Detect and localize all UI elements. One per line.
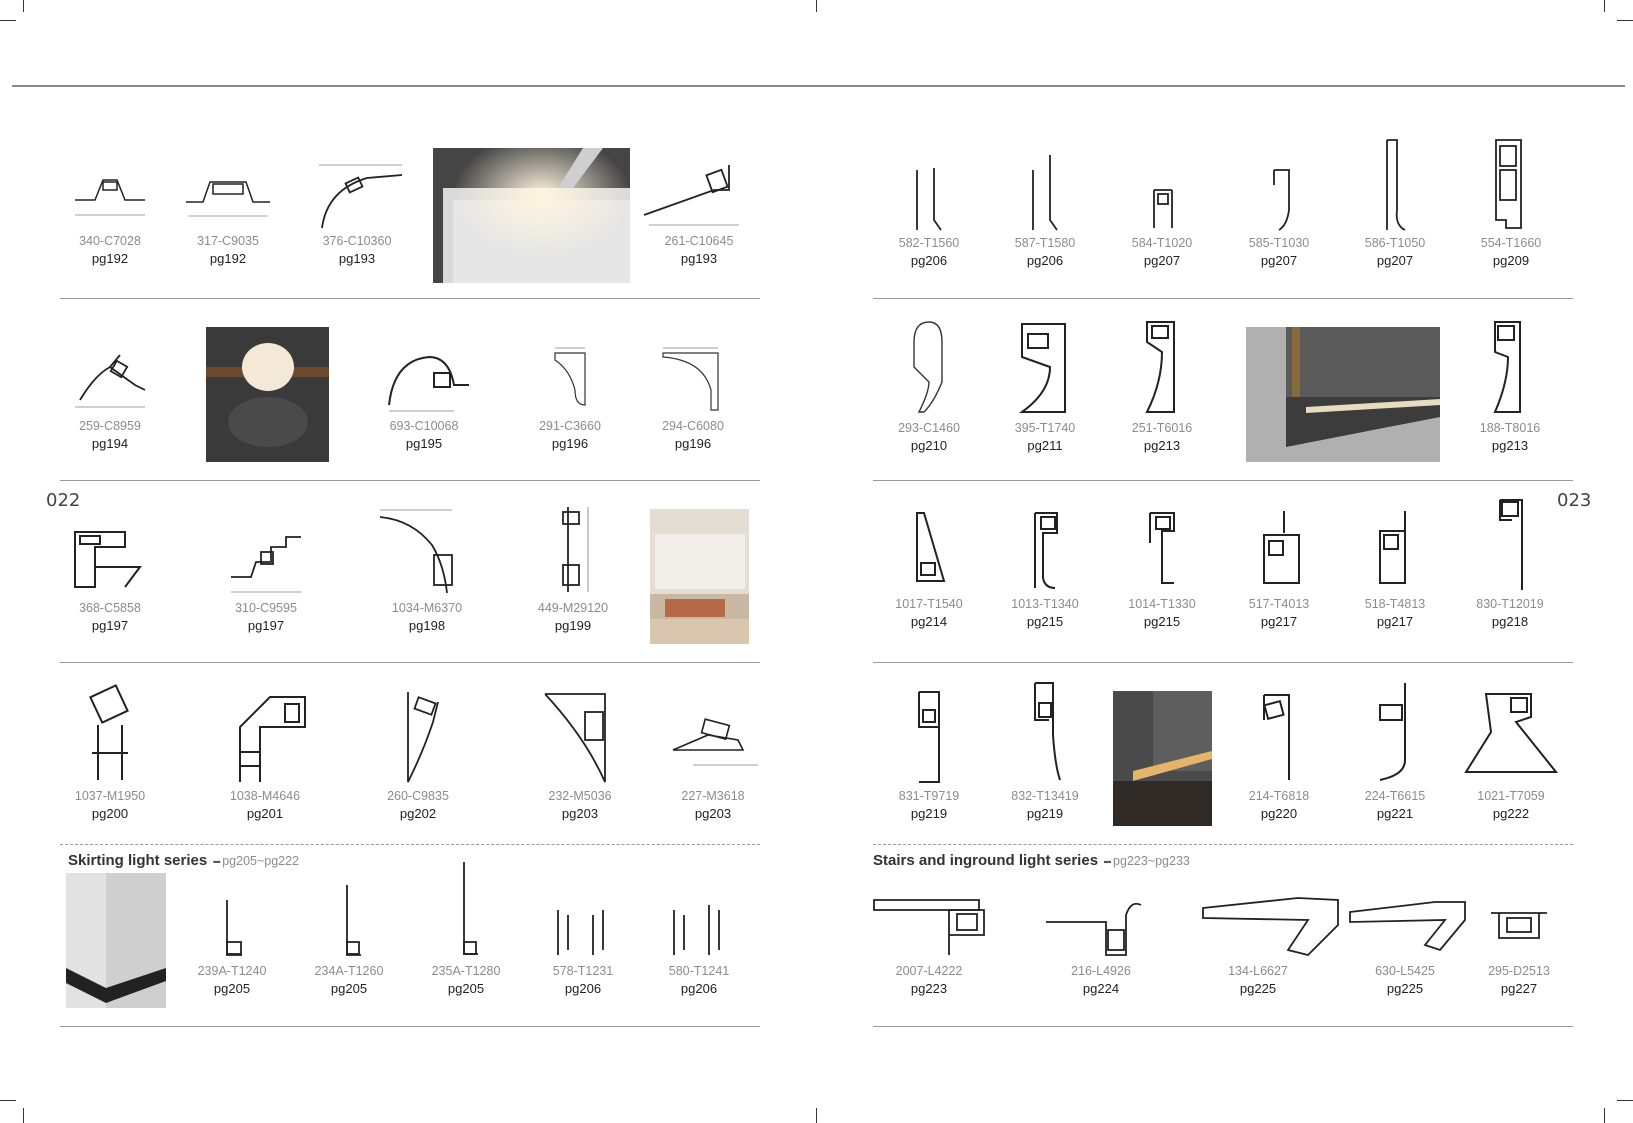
product-code: 830-T12019 xyxy=(1476,597,1544,611)
profile-drawing xyxy=(663,700,763,785)
product-item[interactable] xyxy=(633,345,753,451)
row-divider xyxy=(873,298,1573,299)
product-item[interactable] xyxy=(1219,160,1339,268)
product-item[interactable] xyxy=(520,682,640,821)
profile-drawing xyxy=(1015,150,1075,232)
product-page: pg211 xyxy=(1027,438,1063,453)
profile-drawing xyxy=(1010,312,1080,417)
profile-drawing xyxy=(530,682,630,785)
product-code: 1014-T1330 xyxy=(1128,597,1196,611)
profile-drawing xyxy=(369,345,479,415)
product-page: pg196 xyxy=(551,436,589,451)
product-code: 1037-M1950 xyxy=(74,789,146,803)
product-code: 224-T6615 xyxy=(1364,789,1426,803)
profile-drawing xyxy=(319,880,379,960)
living-room-photo xyxy=(650,509,749,644)
product-item[interactable] xyxy=(1459,888,1579,996)
crop-mark xyxy=(1604,0,1605,12)
product-page: pg197 xyxy=(91,618,129,633)
product-item[interactable] xyxy=(639,900,759,996)
product-page: pg199 xyxy=(554,618,592,633)
product-code: 1017-T1540 xyxy=(895,597,963,611)
product-page: pg206 xyxy=(680,981,718,996)
profile-drawing xyxy=(70,675,150,785)
profile-drawing xyxy=(1249,160,1309,232)
profile-drawing xyxy=(653,345,733,415)
product-item[interactable] xyxy=(1102,312,1222,453)
profile-drawing xyxy=(1244,503,1314,593)
product-page: pg207 xyxy=(1376,253,1414,268)
profile-drawing xyxy=(202,880,262,960)
product-page: pg205 xyxy=(330,981,368,996)
product-code: 832-T13419 xyxy=(1011,789,1079,803)
product-code: 693-C10068 xyxy=(389,419,459,433)
profile-drawing xyxy=(1456,682,1566,785)
product-page: pg206 xyxy=(1026,253,1064,268)
product-code: 1021-T7059 xyxy=(1477,789,1545,803)
product-code: 260-C9835 xyxy=(387,789,449,803)
profile-drawing xyxy=(659,900,739,960)
product-page: pg225 xyxy=(1239,981,1277,996)
product-page: pg217 xyxy=(1376,614,1414,629)
profile-drawing xyxy=(1360,675,1430,785)
profile-drawing xyxy=(543,497,603,597)
product-page: pg209 xyxy=(1492,253,1530,268)
product-item[interactable] xyxy=(1219,503,1339,629)
profile-drawing xyxy=(899,160,959,232)
product-code: 368-C5858 xyxy=(79,601,141,615)
crop-mark xyxy=(23,0,24,12)
row-divider xyxy=(60,298,760,299)
product-code: 234A-T1260 xyxy=(314,964,384,978)
product-code: 293-C1460 xyxy=(898,421,960,435)
crop-mark xyxy=(816,1108,817,1123)
product-page: pg198 xyxy=(408,618,446,633)
product-code: 584-T1020 xyxy=(1131,236,1193,250)
product-item[interactable] xyxy=(358,682,478,821)
product-page: pg224 xyxy=(1082,981,1120,996)
product-code: 518-T4813 xyxy=(1364,597,1426,611)
product-item[interactable] xyxy=(168,160,288,266)
product-page: pg201 xyxy=(246,806,284,821)
profile-drawing xyxy=(216,522,316,597)
profile-drawing xyxy=(1244,675,1314,785)
product-page: pg210 xyxy=(910,438,948,453)
series-title: Skirting light series xyxy=(68,852,208,869)
row-divider xyxy=(873,1026,1573,1027)
product-item[interactable] xyxy=(364,345,484,451)
profile-drawing xyxy=(1132,312,1192,417)
product-item[interactable] xyxy=(50,345,170,451)
row-divider xyxy=(60,662,760,663)
product-page: pg194 xyxy=(91,436,129,451)
product-page: pg205 xyxy=(447,981,485,996)
product-page: pg195 xyxy=(405,436,443,451)
page-number-left: 022 xyxy=(46,490,81,511)
profile-drawing xyxy=(1480,490,1540,593)
profile-drawing xyxy=(1132,503,1192,593)
product-page: pg218 xyxy=(1491,614,1529,629)
series-heading-skirting xyxy=(68,852,299,869)
series-range: ▬ pg223~pg233 xyxy=(1104,854,1190,868)
product-page: pg203 xyxy=(694,806,732,821)
product-code: 317-C9035 xyxy=(197,234,259,248)
product-code: 310-C9595 xyxy=(235,601,297,615)
product-item[interactable] xyxy=(1219,675,1339,821)
crop-mark xyxy=(1604,1108,1605,1123)
product-item[interactable] xyxy=(205,682,325,821)
product-page: pg203 xyxy=(561,806,599,821)
product-item[interactable] xyxy=(869,312,989,453)
product-item[interactable] xyxy=(653,700,773,821)
product-page: pg213 xyxy=(1143,438,1181,453)
product-page: pg219 xyxy=(1026,806,1064,821)
product-page: pg222 xyxy=(1492,806,1530,821)
row-divider xyxy=(873,480,1573,481)
profile-drawing xyxy=(65,522,155,597)
product-item[interactable] xyxy=(513,497,633,633)
product-code: 239A-T1240 xyxy=(197,964,267,978)
product-page: pg200 xyxy=(91,806,129,821)
product-page: pg220 xyxy=(1260,806,1298,821)
product-code: 554-T1660 xyxy=(1480,236,1542,250)
product-item[interactable] xyxy=(1102,180,1222,268)
product-code: 582-T1560 xyxy=(898,236,960,250)
product-page: pg221 xyxy=(1376,806,1414,821)
product-page: pg215 xyxy=(1143,614,1181,629)
product-page: pg213 xyxy=(1491,438,1529,453)
wall-dome-light-photo xyxy=(206,327,329,462)
product-code: 376-C10360 xyxy=(322,234,392,248)
profile-drawing xyxy=(1365,130,1425,232)
product-item[interactable] xyxy=(869,503,989,629)
crop-mark xyxy=(0,20,16,21)
product-code: 1038-M4646 xyxy=(229,789,301,803)
product-code: 340-C7028 xyxy=(79,234,141,248)
product-code: 1034-M6370 xyxy=(391,601,463,615)
product-code: 261-C10645 xyxy=(664,234,734,248)
profile-drawing xyxy=(1198,880,1348,960)
product-item[interactable] xyxy=(1335,503,1455,629)
product-code: 134-L6627 xyxy=(1228,964,1288,978)
profile-drawing xyxy=(1041,880,1161,960)
product-item[interactable] xyxy=(367,505,487,633)
product-code: 214-T6818 xyxy=(1248,789,1310,803)
product-page: pg197 xyxy=(247,618,285,633)
product-item[interactable] xyxy=(985,503,1105,629)
series-heading-stairs xyxy=(873,852,1190,869)
series-title: Stairs and inground light series xyxy=(873,852,1099,869)
product-item[interactable] xyxy=(297,160,417,266)
product-page: pg207 xyxy=(1260,253,1298,268)
profile-drawing xyxy=(1360,503,1430,593)
product-item[interactable] xyxy=(1198,880,1318,996)
corner-cove-lighting-photo xyxy=(433,148,630,283)
product-item[interactable] xyxy=(172,880,292,996)
crop-mark xyxy=(1617,1100,1633,1101)
product-code: 295-D2513 xyxy=(1488,964,1550,978)
profile-drawing xyxy=(1132,180,1192,232)
profile-drawing xyxy=(530,345,610,415)
product-page: pg192 xyxy=(209,251,247,266)
product-code: 578-T1231 xyxy=(552,964,614,978)
profile-drawing xyxy=(1476,130,1546,232)
product-page: pg223 xyxy=(910,981,948,996)
product-code: 517-T4013 xyxy=(1248,597,1310,611)
product-page: pg206 xyxy=(564,981,602,996)
product-page: pg225 xyxy=(1386,981,1424,996)
product-item[interactable] xyxy=(639,160,759,266)
product-code: 395-T1740 xyxy=(1014,421,1076,435)
product-page: pg219 xyxy=(910,806,948,821)
product-item[interactable] xyxy=(406,858,526,996)
product-code: 259-C8959 xyxy=(79,419,141,433)
profile-drawing xyxy=(1015,675,1075,785)
crop-mark xyxy=(0,1100,16,1101)
product-code: 1013-T1340 xyxy=(1011,597,1079,611)
product-item[interactable] xyxy=(985,312,1105,453)
profile-drawing xyxy=(372,505,482,597)
profile-drawing xyxy=(307,160,407,230)
product-page: pg206 xyxy=(910,253,948,268)
product-page: pg196 xyxy=(674,436,712,451)
product-item[interactable] xyxy=(289,880,409,996)
product-item[interactable] xyxy=(869,682,989,821)
profile-drawing xyxy=(1345,880,1475,960)
product-page: pg207 xyxy=(1143,253,1181,268)
profile-drawing xyxy=(65,345,155,415)
series-range: ▬ pg205~pg222 xyxy=(213,854,299,868)
profile-drawing xyxy=(899,682,959,785)
profile-drawing xyxy=(378,682,458,785)
product-item[interactable] xyxy=(1451,682,1571,821)
product-item[interactable] xyxy=(1345,880,1465,996)
glass-rail-photo xyxy=(1113,691,1212,826)
product-item[interactable] xyxy=(1450,490,1570,629)
product-code: 294-C6080 xyxy=(662,419,724,433)
product-item[interactable] xyxy=(50,522,170,633)
product-page: pg193 xyxy=(680,251,718,266)
product-item[interactable] xyxy=(50,675,170,821)
profile-drawing xyxy=(543,900,623,960)
product-code: 580-T1241 xyxy=(668,964,730,978)
skirting-light-photo xyxy=(66,873,166,1008)
product-code: 216-L4926 xyxy=(1071,964,1131,978)
product-code: 227-M3618 xyxy=(681,789,745,803)
profile-drawing xyxy=(1480,312,1540,417)
profile-drawing xyxy=(65,160,155,230)
crop-mark xyxy=(1617,20,1633,21)
product-page: pg217 xyxy=(1260,614,1298,629)
product-item[interactable] xyxy=(206,522,326,633)
profile-drawing xyxy=(1479,888,1559,960)
product-item[interactable] xyxy=(985,150,1105,268)
crop-mark xyxy=(816,0,817,12)
product-page: pg205 xyxy=(213,981,251,996)
product-page: pg227 xyxy=(1500,981,1538,996)
product-code: 188-T8016 xyxy=(1479,421,1541,435)
product-item[interactable] xyxy=(1102,503,1222,629)
profile-drawing xyxy=(899,503,959,593)
profile-drawing xyxy=(215,682,315,785)
row-divider xyxy=(60,480,760,481)
product-page: pg193 xyxy=(338,251,376,266)
product-code: 585-T1030 xyxy=(1248,236,1310,250)
page-number-right: 023 xyxy=(1557,490,1592,511)
profile-drawing xyxy=(436,858,496,960)
product-page: pg214 xyxy=(910,614,948,629)
product-code: 291-C3660 xyxy=(539,419,601,433)
profile-drawing xyxy=(178,160,278,230)
row-divider xyxy=(873,662,1573,663)
product-item[interactable] xyxy=(869,160,989,268)
product-code: 831-T9719 xyxy=(898,789,960,803)
product-code: 232-M5036 xyxy=(548,789,612,803)
row-divider xyxy=(60,1026,760,1027)
profile-drawing xyxy=(639,160,759,230)
product-item[interactable] xyxy=(1451,130,1571,268)
product-item[interactable] xyxy=(1335,130,1455,268)
header-rule xyxy=(12,85,1625,87)
product-code: 630-L5425 xyxy=(1375,964,1435,978)
product-code: 586-T1050 xyxy=(1364,236,1426,250)
product-item[interactable] xyxy=(869,880,989,996)
product-item[interactable] xyxy=(510,345,630,451)
product-item[interactable] xyxy=(985,675,1105,821)
profile-drawing xyxy=(894,312,964,417)
row-divider xyxy=(60,844,760,845)
product-item[interactable] xyxy=(1335,675,1455,821)
profile-drawing xyxy=(1015,503,1075,593)
product-item[interactable] xyxy=(1450,312,1570,453)
product-item[interactable] xyxy=(1041,880,1161,996)
product-code: 235A-T1280 xyxy=(431,964,501,978)
row-divider xyxy=(873,844,1573,845)
product-page: pg215 xyxy=(1026,614,1064,629)
product-code: 2007-L4222 xyxy=(895,964,963,978)
product-code: 587-T1580 xyxy=(1014,236,1076,250)
product-page: pg202 xyxy=(399,806,437,821)
crop-mark xyxy=(23,1108,24,1123)
product-item[interactable] xyxy=(523,900,643,996)
step-lighting-photo xyxy=(1246,327,1440,462)
profile-drawing xyxy=(869,880,1009,960)
product-code: 449-M29120 xyxy=(537,601,609,615)
product-item[interactable] xyxy=(50,160,170,266)
product-page: pg192 xyxy=(91,251,129,266)
product-code: 251-T6016 xyxy=(1131,421,1193,435)
